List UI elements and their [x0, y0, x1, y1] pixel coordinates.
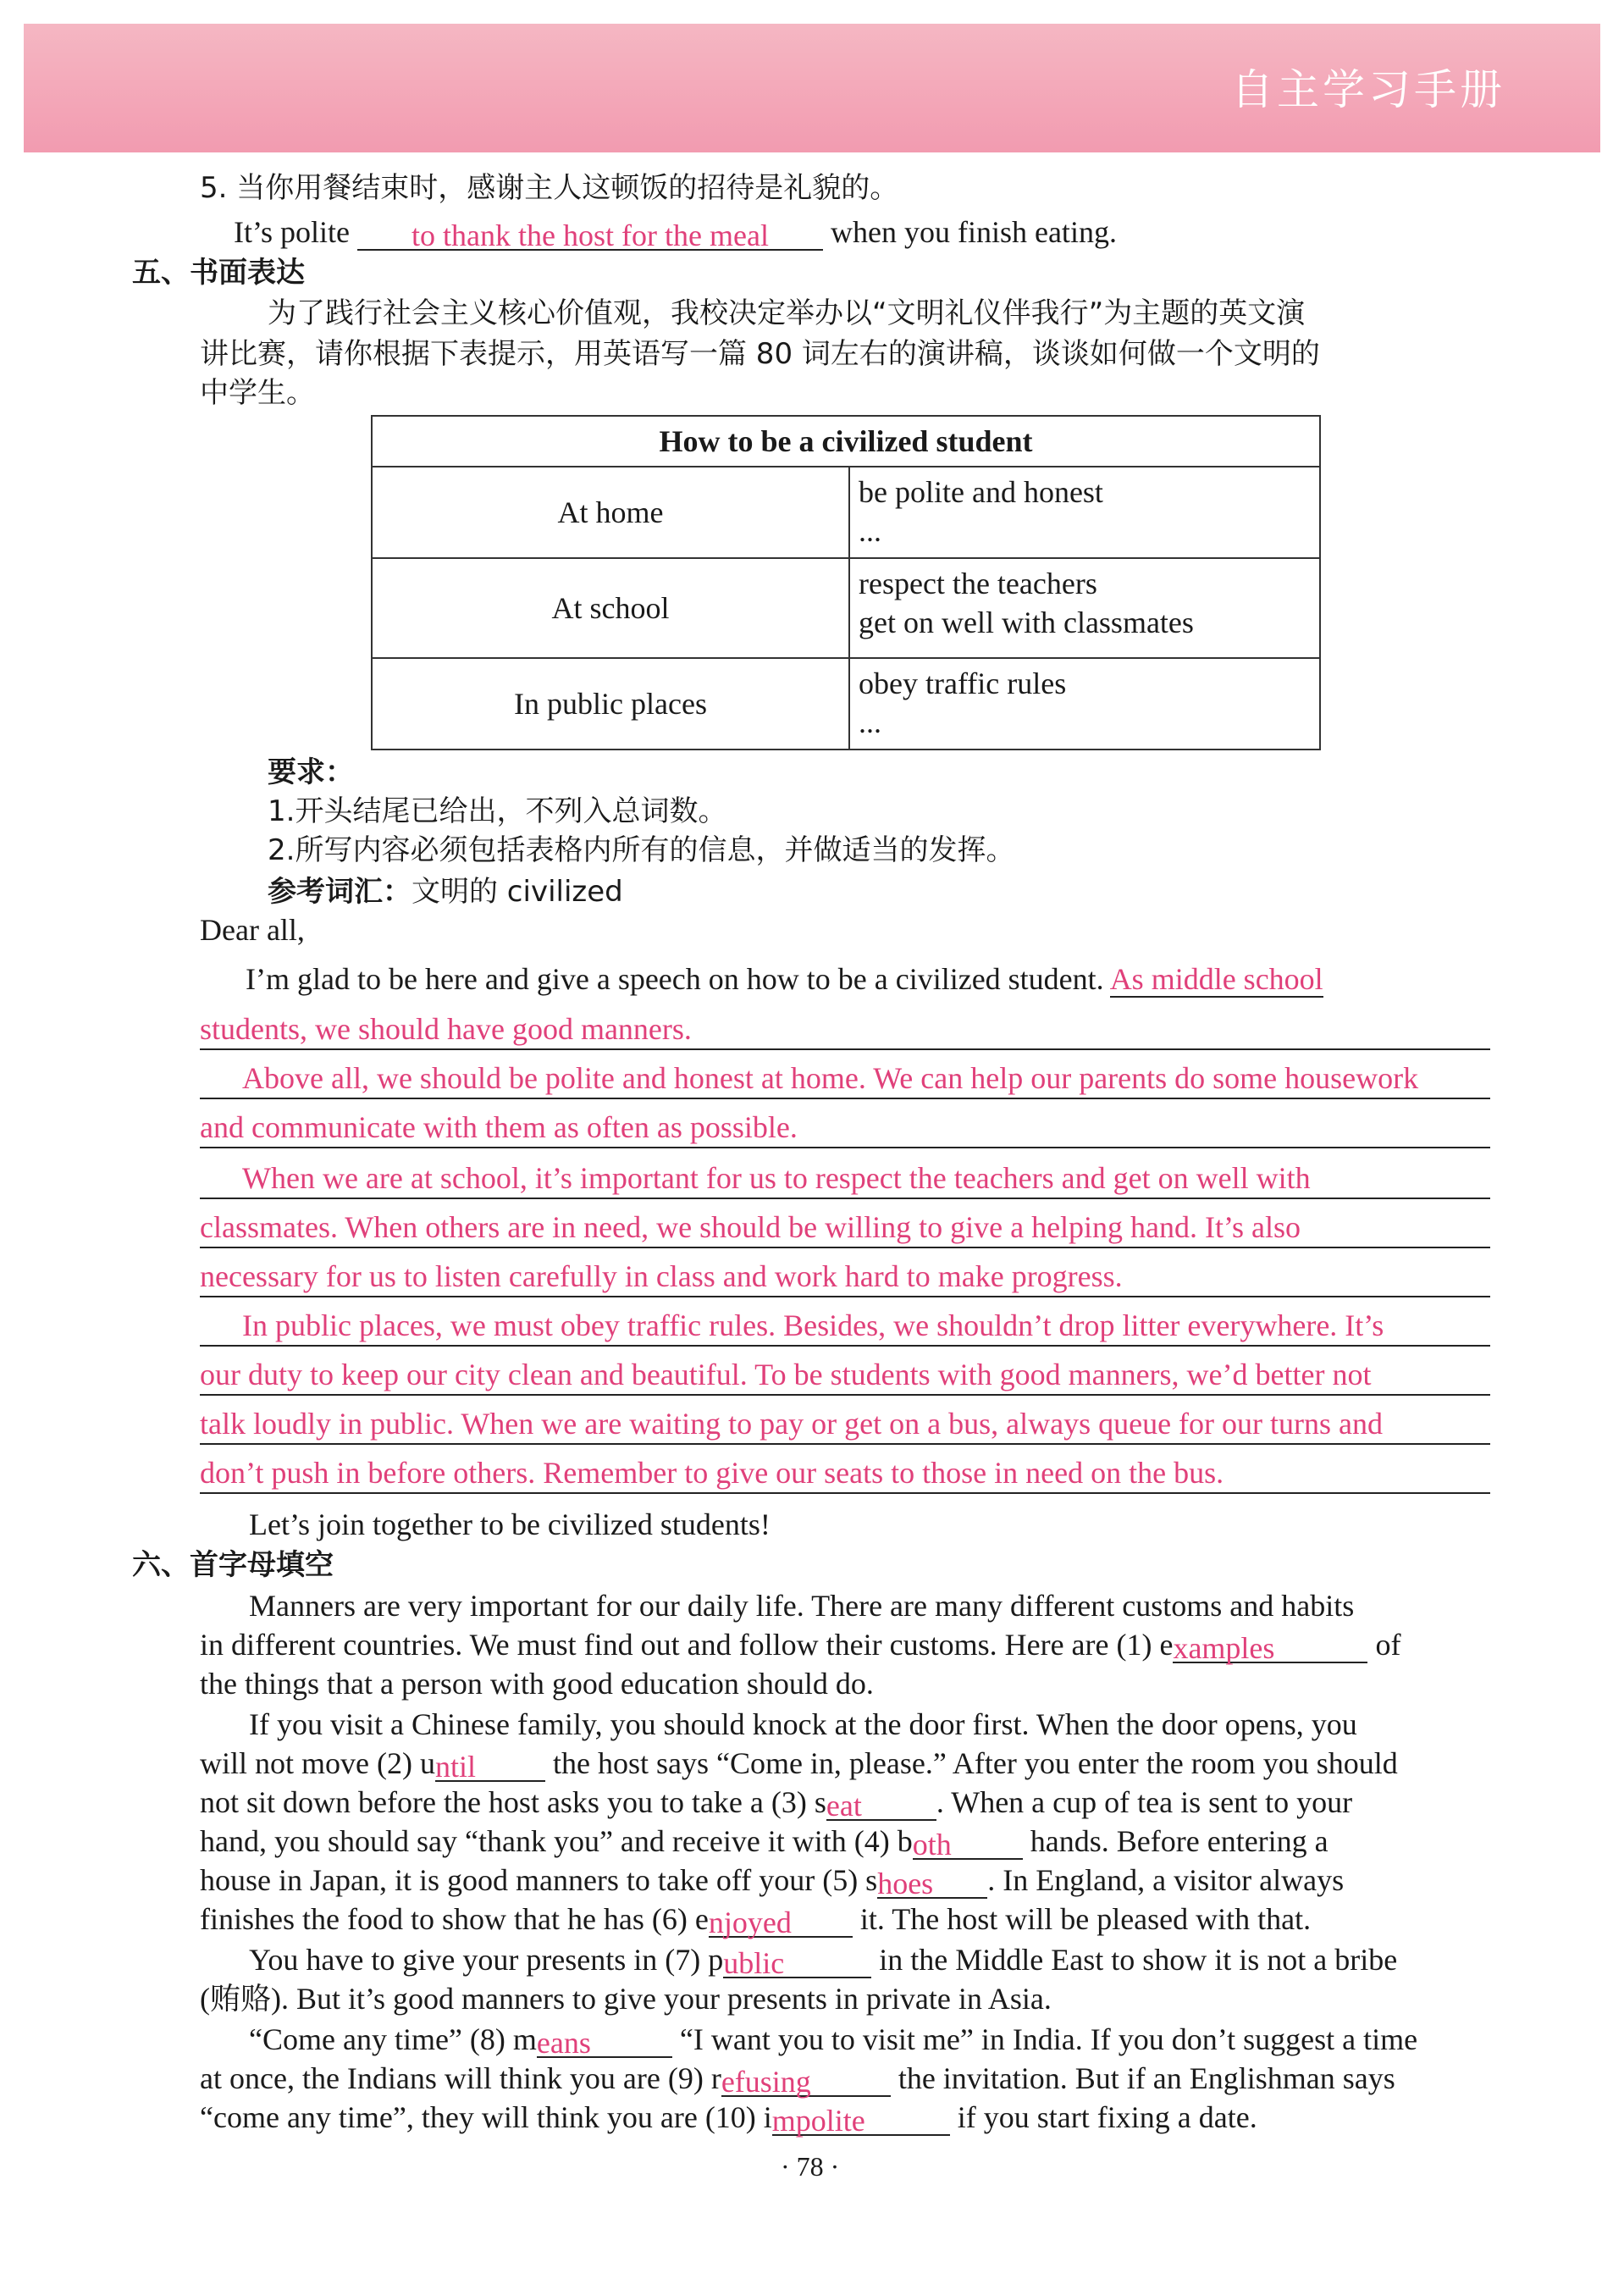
cloze-text: the invitation. But if an Englishman says	[890, 2061, 1395, 2095]
requirement-2: 2.所写内容必须包括表格内所有的信息，并做适当的发挥。	[268, 833, 1015, 867]
cloze-text: if you start fixing a date.	[949, 2100, 1257, 2134]
cloze-answer: ntil	[435, 1748, 545, 1782]
cloze-text: . When a cup of tea is sent to your	[936, 1785, 1353, 1819]
greeting: Dear all,	[200, 913, 305, 947]
answer-line: don’t push in before others. Remember to give our seats to those in need on the bus.	[200, 1453, 1490, 1494]
speech-opening	[246, 960, 1323, 998]
cloze-line	[249, 1587, 1354, 1624]
cloze-text: You have to give your presents in (7) p	[249, 1943, 724, 1977]
vocab-text: 文明的 civilized	[412, 875, 623, 909]
q5-post: when you finish eating.	[831, 215, 1117, 249]
table-point: ...	[859, 705, 881, 739]
cloze-text: of	[1367, 1628, 1401, 1662]
q5-chinese: 5. 当你用餐结束时，感谢主人这顿饭的招待是礼貌的。	[200, 171, 899, 205]
cloze-answer: njoyed	[709, 1904, 853, 1938]
table-row-place: In public places	[372, 658, 849, 750]
cloze-answer: mpolite	[772, 2102, 950, 2136]
cloze-text: the host says “Come in, please.” After you enter the room you should	[544, 1746, 1398, 1780]
header-title: 自主学习手册	[1231, 65, 1505, 114]
vocab-line	[268, 872, 623, 910]
cloze-text: hand, you should say “thank you” and receive it with (4) b	[200, 1824, 913, 1858]
answer-line: classmates. When others are in need, we should be willing to give a helping hand. It’s also	[200, 1208, 1490, 1248]
cloze-text: “I want you to visit me” in India. If you don’t suggest a time	[671, 2022, 1418, 2056]
cloze-line	[200, 1665, 874, 1702]
table-row-place: At school	[372, 558, 849, 658]
cloze-text: will not move (2) u	[200, 1746, 435, 1780]
cloze-line	[249, 1941, 1397, 1978]
cloze-text: house in Japan, it is good manners to take off your (5) s	[200, 1863, 878, 1897]
cloze-line	[200, 1900, 1311, 1938]
answer-line: Above all, we should be polite and honest at home. We can help our parents do some housework	[200, 1059, 1490, 1099]
section5-prompt-line-2: 讲比赛，请你根据下表提示，用英语写一篇 80 词左右的演讲稿，谈谈如何做一个文明的	[200, 337, 1320, 371]
cloze-text: Manners are very important for our daily life. There are many different customs and habits	[249, 1589, 1355, 1623]
q5-sentence	[234, 213, 1117, 251]
q5-pre: It’s polite	[234, 215, 350, 249]
page-number: · 78 ·	[781, 2151, 840, 2182]
answer-line: students, we should have good manners.	[200, 1010, 1490, 1050]
cloze-text: the things that a person with good education should do.	[200, 1667, 874, 1701]
opening-text: I’m glad to be here and give a speech on how to be a civilized student.	[246, 962, 1104, 996]
cloze-text: finishes the food to show that he has (6) e	[200, 1902, 709, 1936]
table-point: ...	[859, 514, 881, 548]
q5-answer: to thank the host for the meal	[357, 217, 823, 251]
cloze-line	[249, 1706, 1357, 1743]
cloze-answer: ublic	[723, 1944, 871, 1978]
cloze-text: (贿赂). But it’s good manners to give your presents in private in Asia.	[200, 1982, 1052, 2016]
civilized-student-table	[371, 415, 1321, 750]
vocab-label: 参考词汇：	[268, 875, 412, 909]
section6-heading: 六、首字母填空	[132, 1548, 334, 1582]
section5-prompt-line-1: 为了践行社会主义核心价值观，我校决定举办以“文明礼仪伴我行”为主题的英文演	[268, 296, 1306, 330]
cloze-answer: eat	[826, 1787, 936, 1821]
cloze-text: at once, the Indians will think you are (9) r	[200, 2061, 721, 2095]
cloze-line	[200, 1784, 1352, 1821]
cloze-line	[200, 1626, 1400, 1663]
speech-closing: Let’s join together to be civilized students!	[249, 1507, 771, 1541]
opening-answer: As middle school	[1109, 962, 1323, 996]
cloze-text: in different countries. We must find out and follow their customs. Here are (1) e	[200, 1628, 1174, 1662]
cloze-answer: hoes	[877, 1865, 987, 1899]
cloze-answer: oth	[913, 1826, 1023, 1860]
requirement-1: 1.开头结尾已给出，不列入总词数。	[268, 794, 727, 828]
answer-line: In public places, we must obey traffic rules. Besides, we shouldn’t drop litter everywhere. It’s	[200, 1306, 1490, 1347]
cloze-line	[200, 1823, 1328, 1860]
answer-line: our duty to keep our city clean and beautiful. To be students with good manners, we’d better not	[200, 1355, 1490, 1396]
cloze-text: . In England, a visitor always	[987, 1863, 1345, 1897]
cloze-text: “Come any time” (8) m	[249, 2022, 537, 2056]
cloze-text: in the Middle East to show it is not a bribe	[871, 1943, 1398, 1977]
table-point: be polite and honest	[859, 475, 1103, 509]
cloze-text: not sit down before the host asks you to take a (3) s	[200, 1785, 826, 1819]
table-point: get on well with classmates	[859, 606, 1194, 639]
answer-line: necessary for us to listen carefully in class and work hard to make progress.	[200, 1257, 1490, 1297]
table-row-points	[849, 467, 1320, 558]
table-row-place: At home	[372, 467, 849, 558]
cloze-line	[200, 1980, 1052, 2017]
cloze-answer: eans	[537, 2024, 672, 2058]
requirements-label: 要求：	[268, 755, 354, 789]
cloze-line	[200, 1861, 1344, 1899]
cloze-line	[200, 2099, 1257, 2136]
cloze-line	[249, 2021, 1417, 2058]
table-point: obey traffic rules	[859, 667, 1067, 700]
cloze-text: If you visit a Chinese family, you should knock at the door first. When the door opens, you	[249, 1707, 1357, 1741]
answer-line: talk loudly in public. When we are waiting to pay or get on a bus, always queue for our turns and	[200, 1404, 1490, 1445]
answer-line: and communicate with them as often as possible.	[200, 1108, 1490, 1148]
cloze-answer: efusing	[721, 2063, 891, 2097]
cloze-answer: xamples	[1173, 1629, 1367, 1663]
cloze-text: hands. Before entering a	[1022, 1824, 1328, 1858]
section5-heading: 五、书面表达	[132, 256, 305, 290]
cloze-line	[200, 1745, 1398, 1782]
table-point: respect the teachers	[859, 567, 1097, 600]
section5-prompt-line-3: 中学生。	[200, 376, 315, 410]
answer-line: When we are at school, it’s important for us to respect the teachers and get on well with	[200, 1159, 1490, 1199]
table-row-points	[849, 658, 1320, 750]
table-title: How to be a civilized student	[372, 416, 1320, 467]
cloze-text: it. The host will be pleased with that.	[852, 1902, 1312, 1936]
table-row-points	[849, 558, 1320, 658]
cloze-line	[200, 2060, 1395, 2097]
cloze-text: “come any time”, they will think you are (10) i	[200, 2100, 772, 2134]
